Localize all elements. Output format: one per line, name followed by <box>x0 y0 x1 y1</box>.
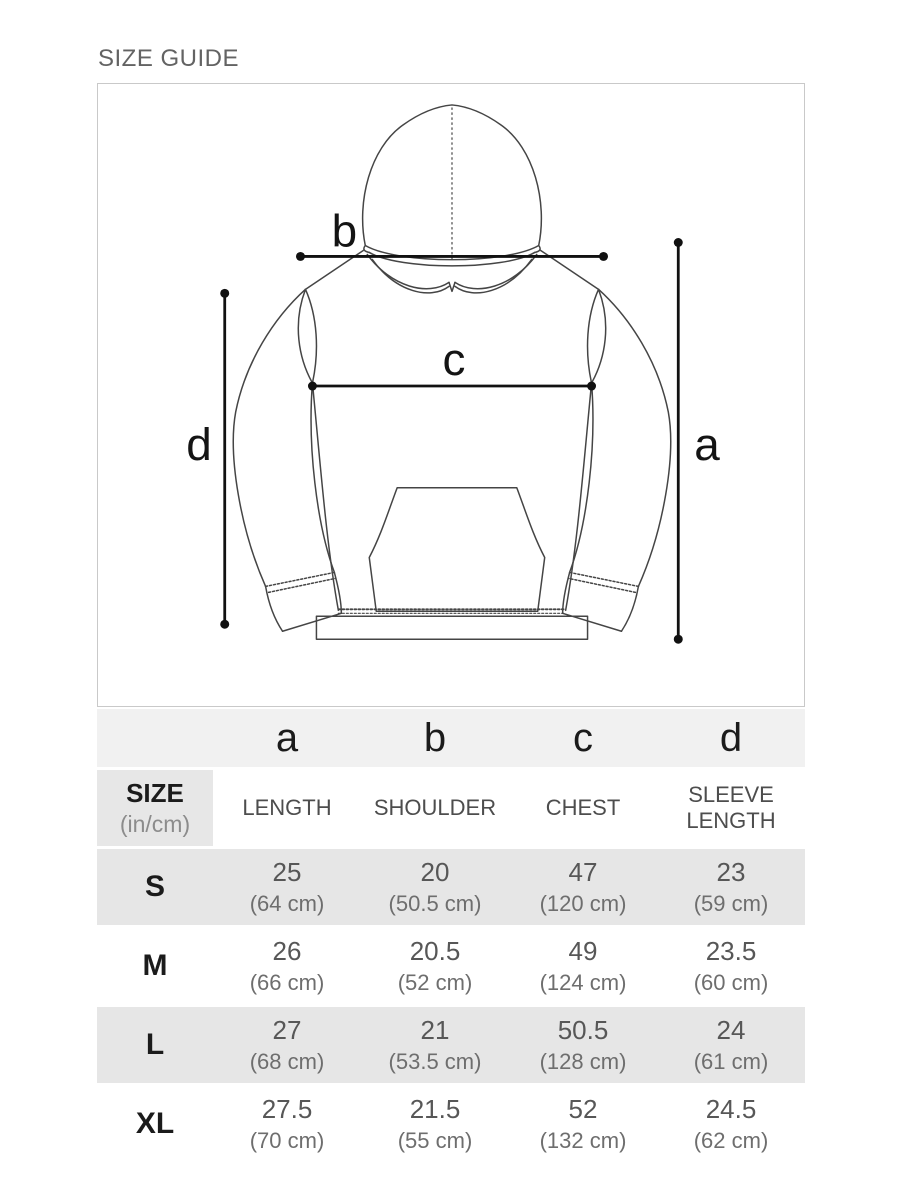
diagram-label-b: b <box>331 204 358 257</box>
table-row-s <box>97 849 805 925</box>
diagram-label-d: d <box>186 417 212 470</box>
measurement-dots <box>220 238 683 644</box>
cell-m-shoulder: 20.5 (52 cm) <box>397 936 473 995</box>
hoodie-diagram-svg <box>98 84 804 706</box>
size-label-s: S <box>97 849 213 925</box>
sleeve-right <box>599 289 671 586</box>
letter-header-b: b <box>361 709 509 767</box>
column-header-length: LENGTH <box>213 770 361 846</box>
cell-xl-sleeve: 24.5 (62 cm) <box>693 1094 769 1153</box>
cell-s-chest: 47 (120 cm) <box>509 849 657 925</box>
diagram-label-a: a <box>694 417 720 470</box>
hoodie-measurement-diagram <box>97 83 805 707</box>
hem-band <box>316 616 587 639</box>
letter-header-blank <box>97 709 213 767</box>
table-row-m <box>97 928 805 1004</box>
cell-s-shoulder: 20 (50.5 cm) <box>361 849 509 925</box>
cell-xl-shoulder: 21.5 (55 cm) <box>397 1094 473 1153</box>
cell-m-sleeve: 23.5 (60 cm) <box>693 936 769 995</box>
column-header-row <box>97 770 805 846</box>
size-unit-corner-cell <box>97 770 213 846</box>
letter-header-a: a <box>213 709 361 767</box>
letter-header-c: c <box>509 709 657 767</box>
cell-s-sleeve: 23 (59 cm) <box>657 849 805 925</box>
cell-xl-chest: 52 (132 cm) <box>539 1094 627 1153</box>
cell-l-length: 27 (68 cm) <box>213 1007 361 1083</box>
table-row-l <box>97 1007 805 1083</box>
cell-l-sleeve: 24 (61 cm) <box>657 1007 805 1083</box>
sleeve-left <box>233 289 305 586</box>
size-corner-unit: (in/cm) <box>119 810 191 837</box>
column-header-shoulder: SHOULDER <box>361 770 509 846</box>
letter-header-row <box>97 709 805 767</box>
cell-m-chest: 49 (124 cm) <box>539 936 627 995</box>
letter-header-d: d <box>657 709 805 767</box>
table-row-xl <box>97 1086 805 1162</box>
diagram-label-c: c <box>442 333 466 386</box>
cell-l-shoulder: 21 (53.5 cm) <box>361 1007 509 1083</box>
kangaroo-pocket <box>369 488 544 612</box>
cell-l-chest: 50.5 (128 cm) <box>509 1007 657 1083</box>
page-title: SIZE GUIDE <box>98 45 240 72</box>
size-label-xl: XL <box>135 1107 175 1140</box>
column-header-chest: CHEST <box>509 770 657 846</box>
column-header-sleeve-length: SLEEVE LENGTH <box>657 770 805 846</box>
cell-s-length: 25 (64 cm) <box>213 849 361 925</box>
size-label-m: M <box>142 949 168 982</box>
cell-xl-length: 27.5 (70 cm) <box>249 1094 325 1153</box>
size-table <box>97 706 805 1165</box>
size-label-l: L <box>97 1007 213 1083</box>
cell-m-length: 26 (66 cm) <box>249 936 325 995</box>
size-corner-title: SIZE <box>126 777 184 808</box>
